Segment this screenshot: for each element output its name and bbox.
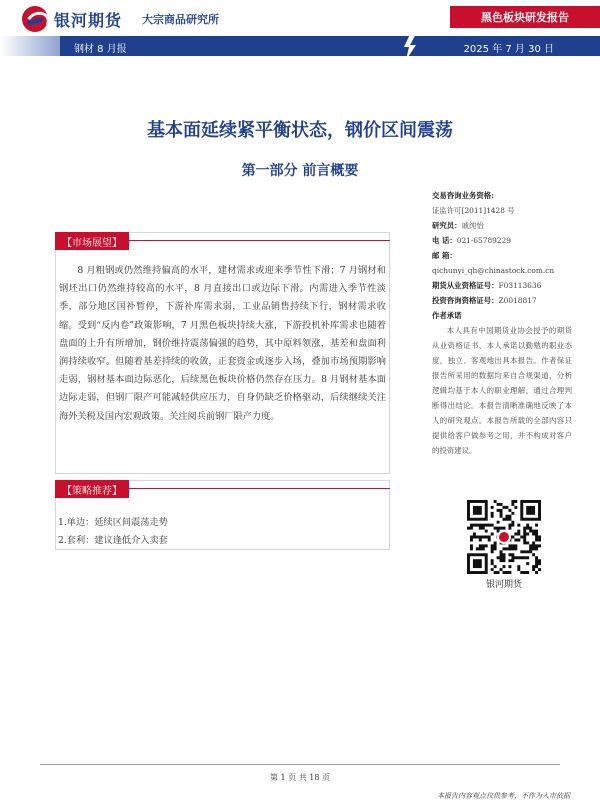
qualification-heading: 交易咨询业务资格: (432, 191, 494, 200)
commitment-text: 本人具有中国期货业协会授予的期货从业资格证书、本人承诺以勤勉的职业态度，独立、客观地出具本报告。作者保证报告所采用的数据均来自合规渠道，分析逻辑均基于本人的职业理解，通过合理判断得出结论。本报告清晰准确地反映了本人的研究观点。本报告所载的全部内容只提供给客户做参考之用，并不构成对客户的投资建议。 (432, 326, 572, 455)
page-header (0, 0, 600, 60)
futures-qual-number: F03113636 (498, 281, 542, 290)
commitment-title: 作者承诺 (432, 311, 462, 320)
email-address[interactable]: qichunyi_qh@chinastock.com.cn (432, 266, 555, 275)
report-name: 钢材 8 月报 (74, 44, 127, 55)
qr-label: 银河期货 (485, 580, 522, 590)
phone-number: 021-65789229 (456, 236, 511, 245)
analyst-label: 研究员： (432, 221, 462, 230)
futures-qual-label: 期货从业资格证号： (432, 281, 499, 290)
market-outlook-text: 8 月粗钢或仍然维持偏高的水平，建材需求或迎来季节性下滑；7 月钢材和钢坯出口仍然维持较高的水平，8 月直接出口或边际下滑。内需进入季节性淡季，部分地区国补暂停，下游补库需求弱，工业品销售持续下行，钢材需求收缩。受到“反内卷”政策影响，7 月黑色板块持续大涨，下游投机补库需求也随着盘面的上升有所增加，钢价维持震荡偏强的趋势，其中原料领涨，基差和盘面利润持续收窄。但随着基差持续的收敛，正套资金或逐步入场，叠加市场预期影响走弱，钢材基本面边际恶化，后续黑色板块价格仍然存在压力。8 月钢材基本面边际走弱，但钢厂限产可能减轻供应压力，自身仍缺乏价格驱动，后续继续关注海外关税及国内宏观政策。关注阅兵前钢厂限产力度。 (59, 265, 386, 422)
phone-label: 电 话： (432, 236, 457, 245)
header-bar-fade (0, 36, 60, 56)
footer-disclaimer: 本报告内容观点仅供参考，不作为入市依据 (437, 792, 570, 800)
analyst-name: 戚纯怡 (461, 221, 484, 230)
futures-qual-row (432, 278, 572, 293)
section-title: 第一部分 前言概要 (241, 163, 359, 179)
strategy-label: 【策略推荐】 (55, 480, 129, 498)
license-number: 证监许可[2011]1428 号 (432, 206, 515, 215)
bolt-divider-icon (404, 30, 418, 60)
page-number: 第 1 页 共 18 页 (270, 773, 330, 782)
market-outlook-label: 【市场展望】 (55, 232, 129, 250)
invest-qual-number: Z0018817 (498, 296, 537, 305)
report-type-badge: 黑色板块研发报告 (450, 6, 600, 28)
brand-logo (22, 6, 122, 32)
page-title: 基本面延续紧平衡状态，钢价区间震荡 (147, 120, 453, 141)
institute-name: 大宗商品研究所 (142, 13, 219, 26)
email-row (432, 248, 572, 263)
galaxy-logo-icon (22, 6, 48, 32)
phone-row (432, 233, 572, 248)
invest-qual-row (432, 293, 572, 308)
report-date: 2025 年 7 月 30 日 (463, 44, 554, 55)
analyst-sidebar (432, 188, 572, 458)
strategy-item: 1.单边：延续区间震荡走势 (58, 517, 168, 528)
footer-divider (40, 764, 560, 765)
strategy-list (58, 514, 168, 550)
email-label: 邮 箱： (432, 251, 457, 260)
analyst-row (432, 218, 572, 233)
brand-name: 银河期货 (54, 10, 123, 30)
qr-code-icon[interactable] (467, 500, 541, 574)
strategy-item: 2.套利：建议逢低介入卖套 (58, 535, 168, 546)
invest-qual-label: 投资咨询资格证号： (432, 296, 499, 305)
